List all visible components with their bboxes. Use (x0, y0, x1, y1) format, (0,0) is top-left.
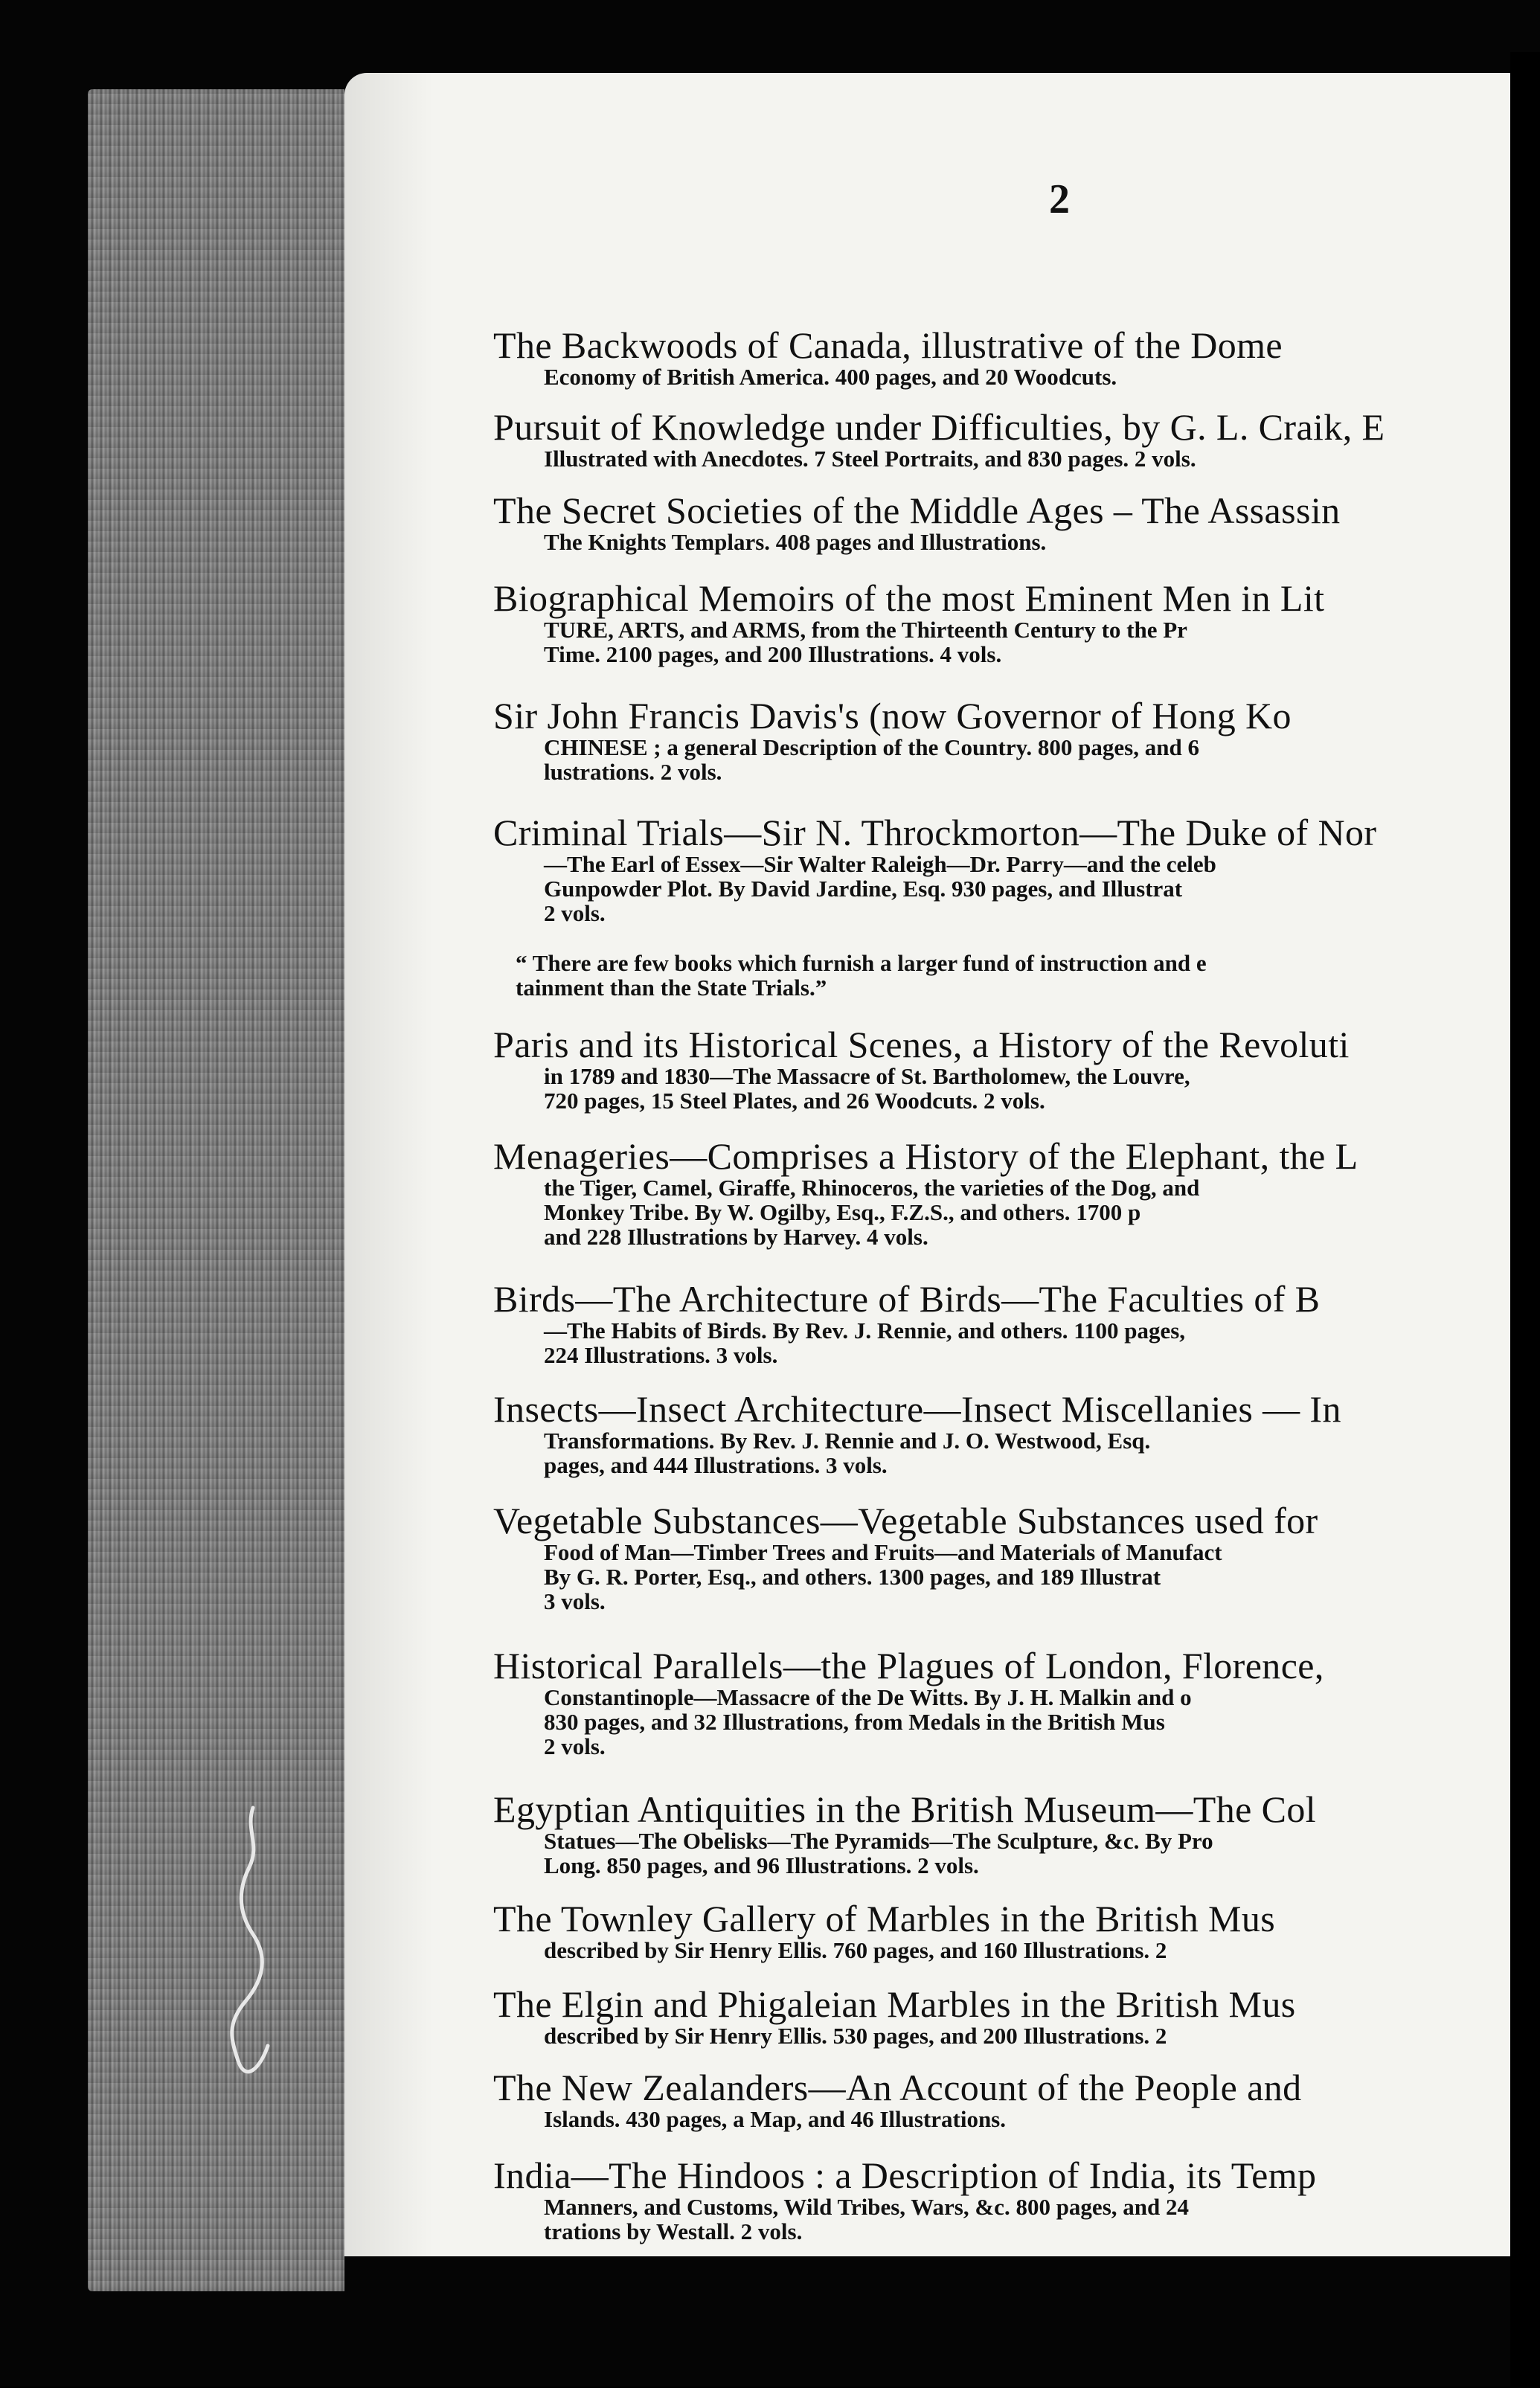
entry-desc-line: Time. 2100 pages, and 200 Illustrations. 4 vols. (544, 641, 1002, 667)
book-entry (493, 696, 1292, 784)
page-number: 2 (1049, 176, 1071, 222)
book-entry (493, 1646, 1324, 1759)
book-entry (493, 1025, 1350, 1113)
pencil-scribble (208, 1800, 312, 2083)
book-entry (493, 408, 1385, 471)
entry-desc-line: lustrations. 2 vols. (544, 759, 722, 785)
book-entry (493, 1790, 1316, 1878)
book-entry (493, 2068, 1302, 2131)
book-entry (493, 1280, 1320, 1367)
entry-desc-line: Manners, and Customs, Wild Tribes, Wars, &c. 800 pages, and 24 (544, 2194, 1189, 2220)
entry-desc-line: —The Habits of Birds. By Rev. J. Rennie, and others. 1100 pages, (544, 1317, 1186, 1344)
entry-desc-line: pages, and 444 Illustrations. 3 vols. (544, 1452, 888, 1478)
entry-desc-line: Transformations. By Rev. J. Rennie and J. O. Westwood, Esq. (544, 1428, 1151, 1454)
book-entry (493, 579, 1324, 667)
entry-desc-line: Monkey Tribe. By W. Ogilby, Esq., F.Z.S., and others. 1700 p (544, 1199, 1141, 1225)
entry-desc-line: Statues—The Obelisks—The Pyramids—The Sculpture, &c. By Pro (544, 1828, 1213, 1854)
entry-title: Pursuit of Knowledge under Difficulties, by G. L. Craik, E (493, 406, 1385, 448)
entry-desc-line: By G. R. Porter, Esq., and others. 1300 pages, and 189 Illustrat (544, 1564, 1161, 1590)
entry-desc-line: trations by Westall. 2 vols. (544, 2218, 803, 2244)
entry-desc-line: 830 pages, and 32 Illustrations, from Medals in the British Mus (544, 1709, 1165, 1735)
entry-title: Criminal Trials—Sir N. Throckmorton—The Duke of Nor (493, 812, 1377, 853)
entry-title: India—The Hindoos : a Description of India, its Temp (493, 2154, 1317, 2196)
entry-desc-line: Islands. 430 pages, a Map, and 46 Illustrations. (544, 2106, 1006, 2132)
entry-desc-line: —The Earl of Essex—Sir Walter Raleigh—Dr. Parry—and the celeb (544, 851, 1216, 877)
entry-desc-line: The Knights Templars. 408 pages and Illustrations. (544, 529, 1047, 555)
book-entry (493, 326, 1283, 389)
entry-desc-line: 2 vols. (544, 1733, 606, 1759)
entry-title: The Townley Gallery of Marbles in the British Mus (493, 1898, 1276, 1939)
entry-title: The Backwoods of Canada, illustrative of the Dome (493, 324, 1283, 366)
book-entry (493, 1137, 1358, 1249)
book-entry (493, 491, 1341, 554)
scan-right-border (1510, 52, 1540, 2388)
quote-line: “ There are few books which furnish a larger fund of instruction and e (516, 950, 1207, 976)
entry-title: Sir John Francis Davis's (now Governor of Hong Ko (493, 695, 1292, 736)
entry-title: Insects—Insect Architecture—Insect Miscellanies — In (493, 1388, 1341, 1430)
book-entry (493, 1501, 1318, 1614)
entry-title: Historical Parallels—the Plagues of London, Florence, (493, 1645, 1324, 1686)
book-entry (493, 1899, 1275, 1962)
entry-desc-line: the Tiger, Camel, Giraffe, Rhinoceros, the varieties of the Dog, and (544, 1175, 1200, 1201)
entry-title: Biographical Memoirs of the most Eminent Men in Lit (493, 577, 1325, 619)
entry-title: Birds—The Architecture of Birds—The Faculties of B (493, 1278, 1321, 1320)
entry-desc-line: Gunpowder Plot. By David Jardine, Esq. 930 pages, and Illustrat (544, 876, 1183, 902)
press-quote (516, 951, 1207, 1000)
entry-desc-line: CHINESE ; a general Description of the Country. 800 pages, and 6 (544, 734, 1199, 760)
book-entry (493, 813, 1376, 925)
entry-desc-line: and 228 Illustrations by Harvey. 4 vols. (544, 1224, 928, 1250)
book-entry (493, 1390, 1341, 1477)
entry-desc-line: described by Sir Henry Ellis. 530 pages, and 200 Illustrations. 2 (544, 2023, 1167, 2049)
entry-desc-line: in 1789 and 1830—The Massacre of St. Bartholomew, the Louvre, (544, 1063, 1190, 1089)
catalogue-page (344, 73, 1510, 2256)
entry-title: Paris and its Historical Scenes, a History of the Revoluti (493, 1024, 1350, 1065)
book-entry (493, 1985, 1296, 2048)
entry-desc-line: 224 Illustrations. 3 vols. (544, 1342, 778, 1368)
entry-desc-line: Illustrated with Anecdotes. 7 Steel Portraits, and 830 pages. 2 vols. (544, 446, 1196, 472)
entry-title: The New Zealanders—An Account of the People and (493, 2067, 1302, 2108)
entry-desc-line: Food of Man—Timber Trees and Fruits—and Materials of Manufact (544, 1539, 1222, 1565)
quote-line: tainment than the State Trials.” (516, 975, 827, 1001)
entry-desc-line: described by Sir Henry Ellis. 760 pages, and 160 Illustrations. 2 (544, 1937, 1167, 1963)
entry-desc-line: Constantinople—Massacre of the De Witts. By J. H. Malkin and o (544, 1684, 1192, 1710)
entry-desc-line: Economy of British America. 400 pages, and 20 Woodcuts. (544, 364, 1117, 390)
book-entry (493, 2156, 1316, 2244)
entry-title: The Elgin and Phigaleian Marbles in the British Mus (493, 1983, 1296, 2025)
entry-desc-line: Long. 850 pages, and 96 Illustrations. 2 vols. (544, 1852, 979, 1878)
entry-desc-line: TURE, ARTS, and ARMS, from the Thirteenth Century to the Pr (544, 617, 1187, 643)
entry-title: Egyptian Antiquities in the British Museum—The Col (493, 1788, 1317, 1830)
entry-title: Vegetable Substances—Vegetable Substances used for (493, 1500, 1318, 1541)
entry-desc-line: 3 vols. (544, 1588, 606, 1614)
entry-desc-line: 2 vols. (544, 900, 606, 926)
entry-title: The Secret Societies of the Middle Ages – The Assassin (493, 490, 1341, 531)
entry-desc-line: 720 pages, 15 Steel Plates, and 26 Woodcuts. 2 vols. (544, 1088, 1045, 1114)
entry-title: Menageries—Comprises a History of the Elephant, the L (493, 1135, 1358, 1177)
